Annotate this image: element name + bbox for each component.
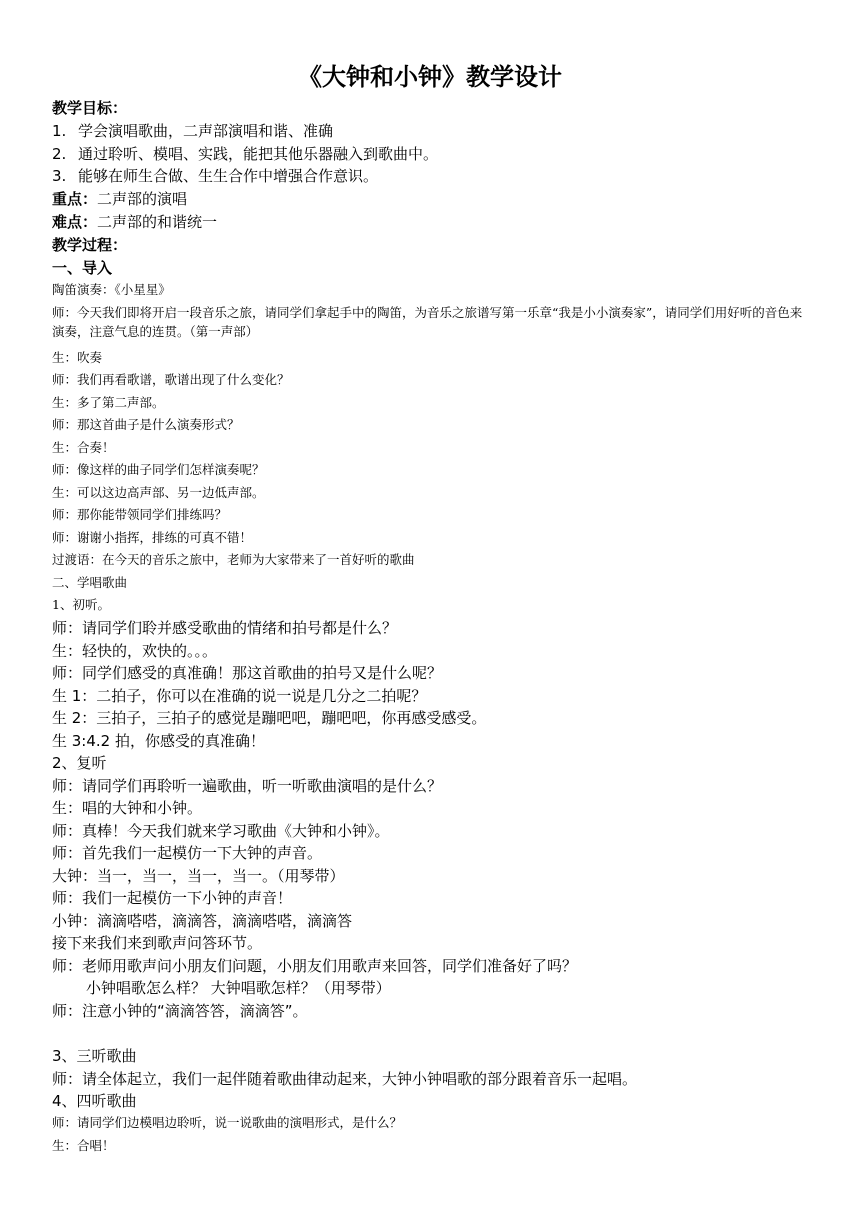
objectives-heading: 教学目标：	[52, 99, 128, 117]
paragraph-line: 生：多了第二声部。	[52, 395, 165, 410]
paragraph-line: 师：请同学们再聆听一遍歌曲，听一听歌曲演唱的是什么？	[52, 777, 443, 795]
paragraph-line: 师：首先我们一起模仿一下大钟的声音。	[52, 844, 323, 862]
objective-text: 能够在师生合做、生生合作中增强合作意识。	[78, 167, 379, 185]
paragraph-line: 小钟唱歌怎么样？ 大钟唱歌怎样？（用琴带）	[86, 979, 391, 997]
paragraph-line: 2、复听	[52, 754, 107, 772]
paragraph-line: 生：唱的大钟和小钟。	[52, 799, 203, 817]
paragraph-line: 1、初听。	[52, 597, 110, 612]
paragraph-line: 4、四听歌曲	[52, 1092, 137, 1110]
paragraph-line: 师：今天我们即将开启一段音乐之旅，请同学们拿起手中的陶笛，为音乐之旅谱写第一乐章“我是小小演奏家”，请同学们用好听的音色来演奏，注意气息的连贯。（第一声部）	[52, 305, 803, 339]
difficult-point-label: 难点：	[52, 213, 98, 231]
key-point	[52, 188, 187, 210]
objective-item	[52, 143, 438, 165]
paragraph-line: 生 3:4.2 拍，你感受的真准确！	[52, 732, 265, 750]
paragraph-line: 师：同学们感受的真准确！那这首歌曲的拍号又是什么呢？	[52, 664, 443, 682]
paragraph-line: 师：像这样的曲子同学们怎样演奏呢？	[52, 462, 265, 477]
paragraph-line: 师：我们再看歌谱，歌谱出现了什么变化？	[52, 372, 290, 387]
document-title: 《大钟和小钟》教学设计	[298, 63, 562, 91]
objective-number: 1.	[52, 122, 67, 140]
paragraph-line: 大钟：当一，当一，当一，当一。（用琴带）	[52, 867, 345, 885]
paragraph-line: 师：请全体起立，我们一起伴随着歌曲律动起来，大钟小钟唱歌的部分跟着音乐一起唱。	[52, 1070, 638, 1088]
paragraph-line: 师：请同学们边模唱边聆听，说一说歌曲的演唱形式，是什么？	[52, 1115, 403, 1130]
key-point-label: 重点：	[52, 190, 98, 208]
paragraph-line: 过渡语：在今天的音乐之旅中，老师为大家带来了一首好听的歌曲	[52, 552, 415, 567]
paragraph-line: 生：轻快的，欢快的。。。	[52, 642, 218, 660]
objective-item	[52, 120, 333, 142]
paragraph-line: 师：那你能带领同学们排练吗？	[52, 507, 228, 522]
process-heading: 教学过程：	[52, 236, 128, 254]
paragraph-line: 师：谢谢小指挥，排练的可真不错！	[52, 530, 253, 545]
paragraph-line: 师：真棒！今天我们就来学习歌曲《大钟和小钟》。	[52, 822, 390, 840]
paragraph-line: 生：合奏！	[52, 440, 115, 455]
paragraph-line: 生：合唱！	[52, 1138, 115, 1153]
paragraph-line: 生 1：二拍子，你可以在准确的说一说是几分之二拍呢？	[52, 687, 427, 705]
key-point-text: 二声部的演唱	[97, 190, 188, 208]
difficult-point	[52, 211, 217, 233]
objective-number: 2.	[52, 145, 67, 163]
paragraph-line: 生：吹奏	[52, 350, 103, 365]
paragraph-line: 生：可以这边高声部、另一边低声部。	[52, 485, 265, 500]
section-heading-intro: 一、导入	[52, 259, 113, 277]
paragraph-line: 师：注意小钟的“滴滴答答，滴滴答”。	[52, 1002, 308, 1020]
paragraph-line: 师：老师用歌声问小朋友们问题，小朋友们用歌声来回答，同学们准备好了吗？	[52, 957, 578, 975]
paragraph-line: 师：请同学们聆并感受歌曲的情绪和拍号都是什么？	[52, 619, 398, 637]
difficult-point-text: 二声部的和谐统一	[97, 213, 218, 231]
paragraph-line: 生 2：三拍子，三拍子的感觉是蹦吧吧，蹦吧吧，你再感受感受。	[52, 709, 487, 727]
paragraph-line: 3、三听歌曲	[52, 1047, 137, 1065]
paragraph-line: 小钟：滴滴嗒嗒，滴滴答，滴滴嗒嗒，滴滴答	[52, 912, 353, 930]
objective-text: 学会演唱歌曲，二声部演唱和谐、准确	[78, 122, 334, 140]
objective-number: 3.	[52, 167, 67, 185]
paragraph-line: 师：我们一起模仿一下小钟的声音！	[52, 889, 293, 907]
section-heading-learn-song: 二、学唱歌曲	[52, 575, 128, 590]
paragraph-line: 接下来我们来到歌声问答环节。	[52, 934, 263, 952]
paragraph-line: 陶笛演奏：《小星星》	[52, 282, 171, 297]
paragraph-line: 师：那这首曲子是什么演奏形式？	[52, 417, 240, 432]
objective-text: 通过聆听、模唱、实践，能把其他乐器融入到歌曲中。	[78, 145, 439, 163]
objective-item	[52, 165, 378, 187]
